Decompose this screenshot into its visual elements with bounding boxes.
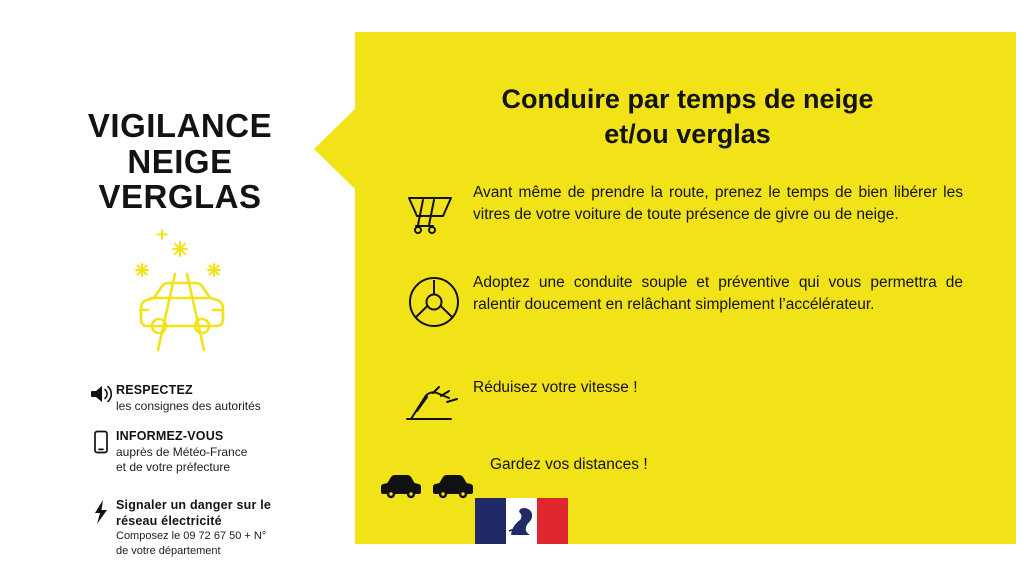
info-title: Signaler un danger sur le: [116, 498, 272, 512]
tip-text: Adoptez une conduite souple et préventive qui vous permettra de ralentir doucement en relâchant simplement l’accélérateur.: [473, 274, 963, 314]
info-title-2: réseau électricité: [116, 513, 222, 528]
smartphone-icon: [86, 429, 116, 454]
info-sub: Composez le 09 72 67 50 + N°: [116, 530, 267, 543]
tip-item: [395, 182, 1000, 242]
title-line-2: NEIGE: [127, 142, 233, 180]
speed-brake-icon: [395, 377, 473, 437]
tip-text: Réduisez votre vitesse !: [473, 379, 638, 396]
tip-text: Avant même de prendre la route, prenez le temps de bien libérer les vitres de votre voiture de toute présence de givre ou de neige.: [473, 184, 963, 224]
info-sub-2: de votre département: [116, 544, 221, 557]
info-sub-2: et de votre préfecture: [116, 460, 231, 475]
info-sub: les consignes des autorités: [116, 398, 261, 413]
info-sub: auprès de Météo-France: [116, 444, 248, 459]
panel-arrow-decoration: [314, 108, 356, 190]
left-panel: [0, 0, 360, 576]
tip-text: Gardez vos distances !: [490, 456, 648, 473]
panel-heading: [415, 82, 960, 151]
info-row-signaler-danger: [86, 498, 336, 558]
car-snow-illustration: [118, 222, 243, 352]
info-row-informez-vous: [86, 429, 336, 476]
marianne-profile-icon: [508, 505, 535, 537]
panel-heading-line-2: et/ou verglas: [604, 118, 771, 149]
marianne-french-republic-logo: [475, 498, 568, 544]
steering-wheel-icon: [395, 272, 473, 332]
lightning-bolt-icon: [86, 498, 116, 525]
two-cars-icon: [375, 454, 490, 514]
page-title: [0, 108, 360, 215]
title-line-3: VERGLAS: [98, 178, 262, 216]
title-line-1: VIGILANCE: [87, 107, 273, 144]
flag-red-band: [537, 498, 568, 544]
flag-white-band: [506, 498, 537, 544]
advice-panel: [355, 32, 1016, 544]
flag-blue-band: [475, 498, 506, 544]
panel-heading-line-1: Conduire par temps de neige: [501, 84, 874, 114]
megaphone-icon: [86, 383, 116, 404]
info-title: RESPECTEZ: [116, 383, 193, 397]
tip-item: [375, 454, 995, 514]
info-title: INFORMEZ-VOUS: [116, 429, 224, 443]
info-row-respectez: [86, 383, 336, 414]
windshield-wiper-icon: [395, 182, 473, 242]
tip-item: [395, 272, 1000, 332]
tip-item: [395, 377, 1000, 437]
